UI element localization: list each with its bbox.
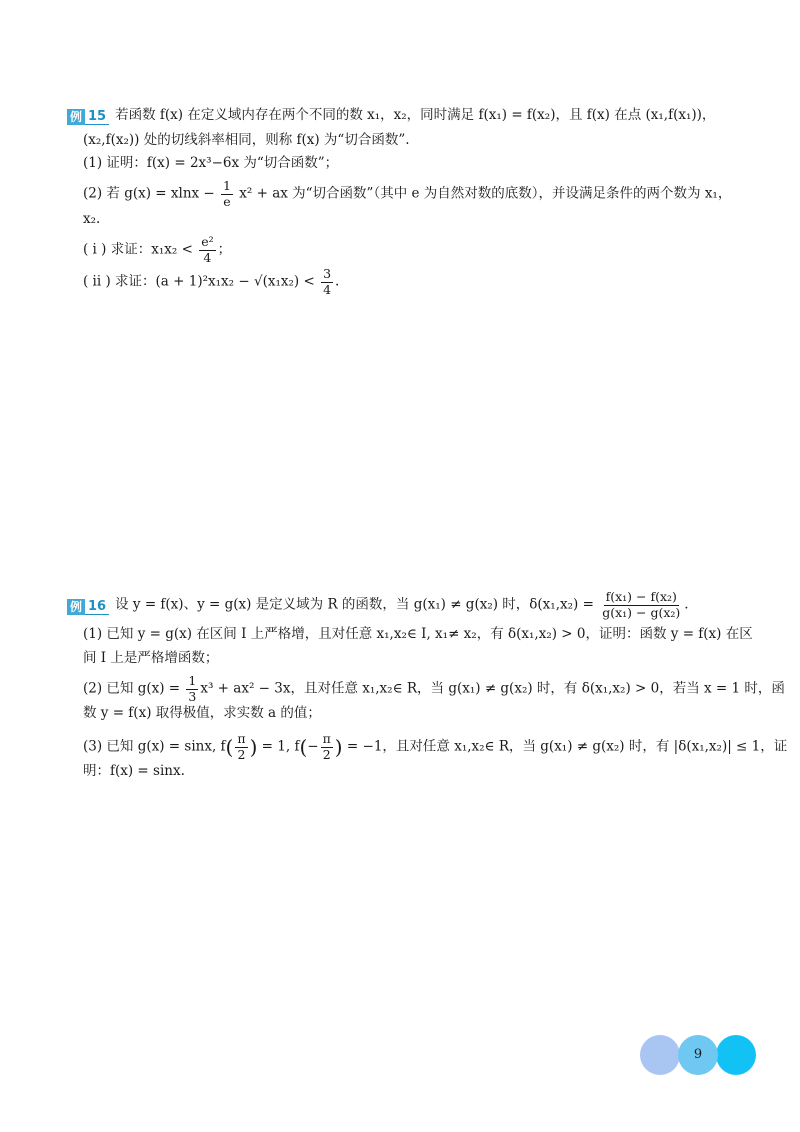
problem-16-line-1: 例 16 设 y = f(x)、y = g(x) 是定义域为 R 的函数，当 g(x₁) ≠ g(x₂) 时，δ(x₁,x₂) = $\frac{\text{f(x₁) − f(x₂)}}{\text{g(x₁) − g(x₂)}}$ . [67,591,689,619]
problem-16-part-1: (1) 已知 y = g(x) 在区间 I 上严格增，且对任意 x₁,x₂∈ I, x₁≠ x₂，有 δ(x₁,x₂) > 0，证明：函数 y = f(x) 在区 [83,626,753,642]
decor-circle [716,1035,756,1075]
fraction: $\frac{\pi}{2}$ [322,731,331,762]
problem-16-part-2-cont: 数 y = f(x) 取得极值，求实数 a 的值； [83,705,321,721]
page-number: 9 [693,1047,703,1062]
problem-16-badge: 例 16 [67,599,109,615]
problem-16-part-1-cont: 间 I 上是严格增函数； [83,650,219,666]
problem-15-part-2: (2) 若 g(x) = xlnx − $\frac{1}{e}$ x² + ax 为“切合函数”（其中 e 为自然对数的底数），并设满足条件的两个数为 x₁， [83,178,732,209]
problem-15-part-1: (1) 证明：f(x) = 2x³−6x 为“切合函数”； [83,155,339,171]
problem-15-line-1: 例 15 若函数 f(x) 在定义域内存在两个不同的数 x₁，x₂，同时满足 f(x₁) = f(x₂)，且 f(x) 在点 (x₁,f(x₁))， [67,106,715,125]
problem-15-part-2-i: ( i ) 求证：x₁x₂ < $\frac{\text{e²}}{4}$ ； [83,234,232,265]
fraction: $\frac{1}{e}$ [223,178,231,209]
problem-15-part-2-cont: x₂. [83,211,101,227]
fraction: $\frac{\text{e²}}{4}$ [201,234,214,265]
problem-16-part-2: (2) 已知 g(x) = $\frac{1}{3}$ x³ + ax² − 3x，且对任意 x₁,x₂∈ R，当 g(x₁) ≠ g(x₂) 时，有 δ(x₁,x₂) > 0，若当 x = 1 时，函 [83,673,785,704]
problem-15-badge: 例 15 [67,109,109,125]
problem-16-part-3: (3) 已知 g(x) = sinx, f( $\frac{\pi}{2}$ ) = 1, f(− $\frac{\pi}{2}$ ) = −1，且对任意 x₁,x₂∈ R，当 g(x₁) ≠ g(x₂) 时，有 |δ(x₁,x₂)| ≤ 1，证 [83,731,788,762]
problem-15-line-2: (x₂,f(x₂)) 处的切线斜率相同，则称 f(x) 为“切合函数”. [83,132,410,148]
problem-15-part-2-ii: ( ii ) 求证：(a + 1)²x₁x₂ − √(x₁x₂) < $\frac{3}{4}$ . [83,266,340,297]
decor-circle [640,1035,680,1075]
problem-16-part-3-cont: 明：f(x) = sinx. [83,763,185,779]
fraction: $\frac{1}{3}$ [188,673,197,704]
fraction: $\frac{\pi}{2}$ [237,731,246,762]
fraction: $\frac{3}{4}$ [323,266,332,297]
fraction: $\frac{\text{f(x₁) − f(x₂)}}{\text{g(x₁) − g(x₂)}}$ [602,589,681,620]
page-indicator [640,1035,760,1075]
